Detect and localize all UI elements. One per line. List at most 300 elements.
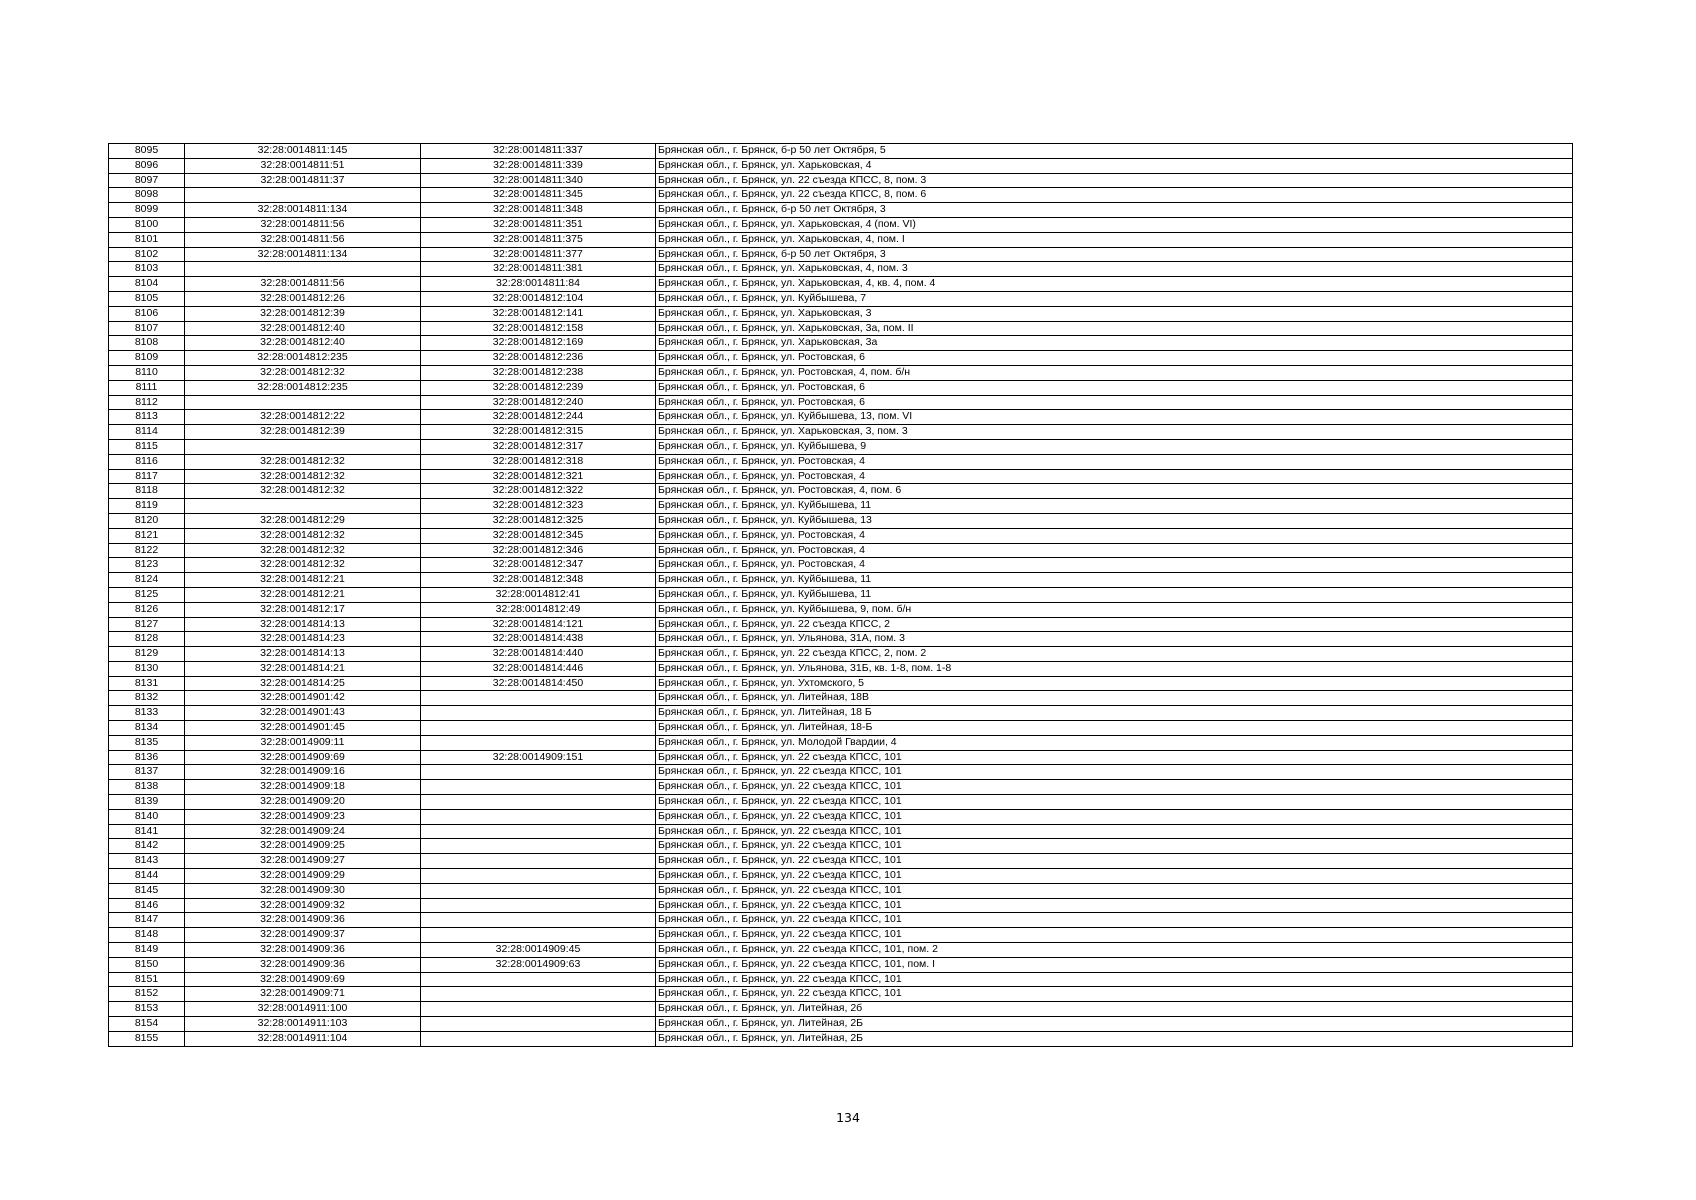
cadastral-number-cell [421,735,656,750]
row-number-cell: 8154 [109,1017,185,1032]
address-cell: Брянская обл., г. Брянск, ул. 22 съезда КПСС, 101, пом. 2 [656,943,1573,958]
cadastral-number-cell [421,839,656,854]
cadastral-number-cell: 32:28:0014814:438 [421,632,656,647]
address-cell: Брянская обл., г. Брянск, ул. 22 съезда КПСС, 101 [656,928,1573,943]
parent-cadastral-number-cell: 32:28:0014811:134 [185,203,421,218]
parent-cadastral-number-cell: 32:28:0014811:134 [185,247,421,262]
address-cell: Брянская обл., г. Брянск, ул. Ростовская, 6 [656,351,1573,366]
row-number-cell: 8101 [109,232,185,247]
row-number-cell: 8110 [109,365,185,380]
parent-cadastral-number-cell: 32:28:0014909:20 [185,795,421,810]
row-number-cell: 8146 [109,898,185,913]
row-number-cell: 8152 [109,987,185,1002]
parent-cadastral-number-cell [185,262,421,277]
row-number-cell: 8120 [109,513,185,528]
address-cell: Брянская обл., г. Брянск, ул. Харьковская, 4 [656,158,1573,173]
row-number-cell: 8133 [109,706,185,721]
table-row [109,795,1573,810]
parent-cadastral-number-cell: 32:28:0014909:32 [185,898,421,913]
address-cell: Брянская обл., г. Брянск, ул. 22 съезда КПСС, 101 [656,987,1573,1002]
table-row [109,1031,1573,1046]
table-row [109,883,1573,898]
property-register-table [108,143,1573,1047]
parent-cadastral-number-cell: 32:28:0014811:56 [185,232,421,247]
address-cell: Брянская обл., г. Брянск, ул. Ростовская, 4 [656,469,1573,484]
parent-cadastral-number-cell: 32:28:0014909:27 [185,854,421,869]
row-number-cell: 8124 [109,573,185,588]
cadastral-number-cell [421,972,656,987]
cadastral-number-cell: 32:28:0014811:348 [421,203,656,218]
address-cell: Брянская обл., г. Брянск, ул. Куйбышева, 11 [656,587,1573,602]
address-cell: Брянская обл., г. Брянск, ул. Ростовская, 4, пом. б/н [656,365,1573,380]
address-cell: Брянская обл., г. Брянск, ул. Молодой Гвардии, 4 [656,735,1573,750]
row-number-cell: 8144 [109,869,185,884]
cadastral-number-cell [421,691,656,706]
parent-cadastral-number-cell: 32:28:0014812:40 [185,321,421,336]
address-cell: Брянская обл., г. Брянск, ул. Ульянова, 31А, пом. 3 [656,632,1573,647]
cadastral-number-cell [421,824,656,839]
table-row [109,499,1573,514]
row-number-cell: 8121 [109,528,185,543]
table-row [109,203,1573,218]
table-row [109,262,1573,277]
address-cell: Брянская обл., г. Брянск, ул. Ростовская, 6 [656,395,1573,410]
cadastral-number-cell: 32:28:0014814:121 [421,617,656,632]
table-row [109,676,1573,691]
row-number-cell: 8150 [109,957,185,972]
row-number-cell: 8115 [109,439,185,454]
parent-cadastral-number-cell [185,439,421,454]
address-cell: Брянская обл., г. Брянск, б-р 50 лет Октября, 5 [656,144,1573,159]
table-row [109,543,1573,558]
table-row [109,750,1573,765]
table-row [109,987,1573,1002]
table-row [109,957,1573,972]
address-cell: Брянская обл., г. Брянск, ул. Харьковская, 4 (пом. VI) [656,217,1573,232]
address-cell: Брянская обл., г. Брянск, ул. Куйбышева, 9, пом. б/н [656,602,1573,617]
cadastral-number-cell: 32:28:0014814:446 [421,661,656,676]
address-cell: Брянская обл., г. Брянск, ул. Ульянова, 31Б, кв. 1-8, пом. 1-8 [656,661,1573,676]
cadastral-number-cell: 32:28:0014812:238 [421,365,656,380]
table-body [109,144,1573,1047]
table-row [109,395,1573,410]
row-number-cell: 8147 [109,913,185,928]
cadastral-number-cell: 32:28:0014812:244 [421,410,656,425]
cadastral-number-cell: 32:28:0014812:169 [421,336,656,351]
table-row [109,809,1573,824]
address-cell: Брянская обл., г. Брянск, ул. 22 съезда КПСС, 2 [656,617,1573,632]
table-row [109,173,1573,188]
cadastral-number-cell: 32:28:0014811:381 [421,262,656,277]
row-number-cell: 8140 [109,809,185,824]
cadastral-number-cell: 32:28:0014811:84 [421,277,656,292]
row-number-cell: 8145 [109,883,185,898]
parent-cadastral-number-cell: 32:28:0014814:13 [185,617,421,632]
address-cell: Брянская обл., г. Брянск, ул. Литейная, 2б [656,1002,1573,1017]
cadastral-number-cell [421,854,656,869]
table-row [109,469,1573,484]
address-cell: Брянская обл., г. Брянск, ул. 22 съезда КПСС, 101 [656,883,1573,898]
address-cell: Брянская обл., г. Брянск, ул. 22 съезда КПСС, 8, пом. 3 [656,173,1573,188]
cadastral-number-cell: 32:28:0014812:49 [421,602,656,617]
table-row [109,573,1573,588]
row-number-cell: 8129 [109,647,185,662]
parent-cadastral-number-cell: 32:28:0014909:36 [185,943,421,958]
cadastral-number-cell: 32:28:0014812:239 [421,380,656,395]
address-cell: Брянская обл., г. Брянск, ул. 22 съезда КПСС, 101 [656,795,1573,810]
table-row [109,410,1573,425]
table-row [109,277,1573,292]
address-cell: Брянская обл., г. Брянск, ул. Ростовская, 4 [656,543,1573,558]
address-cell: Брянская обл., г. Брянск, ул. 22 съезда КПСС, 101 [656,913,1573,928]
table-row [109,558,1573,573]
cadastral-number-cell [421,809,656,824]
parent-cadastral-number-cell: 32:28:0014812:235 [185,380,421,395]
address-cell: Брянская обл., г. Брянск, ул. 22 съезда КПСС, 2, пом. 2 [656,647,1573,662]
address-cell: Брянская обл., г. Брянск, ул. 22 съезда КПСС, 8, пом. 6 [656,188,1573,203]
table-row [109,144,1573,159]
table-row [109,365,1573,380]
row-number-cell: 8122 [109,543,185,558]
table-row [109,913,1573,928]
parent-cadastral-number-cell: 32:28:0014901:42 [185,691,421,706]
parent-cadastral-number-cell: 32:28:0014812:21 [185,573,421,588]
table-row [109,928,1573,943]
table-row [109,854,1573,869]
row-number-cell: 8132 [109,691,185,706]
table-row [109,321,1573,336]
address-cell: Брянская обл., г. Брянск, ул. Ростовская, 6 [656,380,1573,395]
cadastral-number-cell: 32:28:0014812:317 [421,439,656,454]
cadastral-number-cell: 32:28:0014812:236 [421,351,656,366]
table-row [109,602,1573,617]
table-row [109,943,1573,958]
parent-cadastral-number-cell: 32:28:0014812:32 [185,484,421,499]
row-number-cell: 8117 [109,469,185,484]
address-cell: Брянская обл., г. Брянск, ул. 22 съезда КПСС, 101 [656,839,1573,854]
table-row [109,513,1573,528]
row-number-cell: 8112 [109,395,185,410]
table-row [109,706,1573,721]
row-number-cell: 8111 [109,380,185,395]
table-row [109,247,1573,262]
address-cell: Брянская обл., г. Брянск, ул. 22 съезда КПСС, 101 [656,854,1573,869]
address-cell: Брянская обл., г. Брянск, б-р 50 лет Октября, 3 [656,247,1573,262]
cadastral-number-cell: 32:28:0014811:377 [421,247,656,262]
address-cell: Брянская обл., г. Брянск, ул. Харьковская, 3а [656,336,1573,351]
parent-cadastral-number-cell: 32:28:0014812:39 [185,425,421,440]
row-number-cell: 8136 [109,750,185,765]
table-row [109,972,1573,987]
parent-cadastral-number-cell: 32:28:0014812:26 [185,291,421,306]
row-number-cell: 8098 [109,188,185,203]
cadastral-number-cell: 32:28:0014811:340 [421,173,656,188]
table-row [109,528,1573,543]
table-row [109,617,1573,632]
cadastral-number-cell: 32:28:0014811:351 [421,217,656,232]
cadastral-number-cell [421,765,656,780]
cadastral-number-cell [421,869,656,884]
row-number-cell: 8118 [109,484,185,499]
table-row [109,1002,1573,1017]
address-cell: Брянская обл., г. Брянск, ул. Литейная, 18 Б [656,706,1573,721]
cadastral-number-cell [421,795,656,810]
parent-cadastral-number-cell: 32:28:0014911:104 [185,1031,421,1046]
parent-cadastral-number-cell: 32:28:0014811:145 [185,144,421,159]
address-cell: Брянская обл., г. Брянск, ул. Харьковская, 3, пом. 3 [656,425,1573,440]
parent-cadastral-number-cell: 32:28:0014909:30 [185,883,421,898]
row-number-cell: 8119 [109,499,185,514]
row-number-cell: 8103 [109,262,185,277]
parent-cadastral-number-cell: 32:28:0014812:32 [185,558,421,573]
parent-cadastral-number-cell: 32:28:0014909:69 [185,972,421,987]
parent-cadastral-number-cell: 32:28:0014814:25 [185,676,421,691]
row-number-cell: 8097 [109,173,185,188]
parent-cadastral-number-cell: 32:28:0014811:51 [185,158,421,173]
cadastral-number-cell: 32:28:0014814:450 [421,676,656,691]
cadastral-number-cell [421,706,656,721]
address-cell: Брянская обл., г. Брянск, ул. 22 съезда КПСС, 101 [656,972,1573,987]
parent-cadastral-number-cell: 32:28:0014909:11 [185,735,421,750]
address-cell: Брянская обл., г. Брянск, ул. Харьковская, 4, пом. I [656,232,1573,247]
row-number-cell: 8130 [109,661,185,676]
row-number-cell: 8116 [109,454,185,469]
parent-cadastral-number-cell: 32:28:0014812:29 [185,513,421,528]
cadastral-number-cell: 32:28:0014812:41 [421,587,656,602]
cadastral-number-cell [421,913,656,928]
table-row [109,721,1573,736]
cadastral-number-cell [421,780,656,795]
address-cell: Брянская обл., г. Брянск, ул. 22 съезда КПСС, 101, пом. I [656,957,1573,972]
address-cell: Брянская обл., г. Брянск, ул. 22 съезда КПСС, 101 [656,824,1573,839]
cadastral-number-cell: 32:28:0014814:440 [421,647,656,662]
cadastral-number-cell: 32:28:0014812:240 [421,395,656,410]
address-cell: Брянская обл., г. Брянск, ул. Куйбышева, 11 [656,573,1573,588]
cadastral-number-cell: 32:28:0014812:348 [421,573,656,588]
table-row [109,735,1573,750]
parent-cadastral-number-cell: 32:28:0014909:23 [185,809,421,824]
address-cell: Брянская обл., г. Брянск, ул. Ростовская, 4 [656,454,1573,469]
table-row [109,839,1573,854]
address-cell: Брянская обл., г. Брянск, ул. Куйбышева, 13, пом. VI [656,410,1573,425]
row-number-cell: 8102 [109,247,185,262]
cadastral-number-cell: 32:28:0014811:345 [421,188,656,203]
parent-cadastral-number-cell: 32:28:0014811:56 [185,217,421,232]
parent-cadastral-number-cell: 32:28:0014812:32 [185,365,421,380]
cadastral-number-cell [421,883,656,898]
address-cell: Брянская обл., г. Брянск, ул. 22 съезда КПСС, 101 [656,869,1573,884]
row-number-cell: 8138 [109,780,185,795]
cadastral-number-cell [421,898,656,913]
parent-cadastral-number-cell: 32:28:0014812:22 [185,410,421,425]
cadastral-number-cell: 32:28:0014811:339 [421,158,656,173]
parent-cadastral-number-cell: 32:28:0014812:32 [185,469,421,484]
parent-cadastral-number-cell: 32:28:0014814:13 [185,647,421,662]
table-row [109,780,1573,795]
row-number-cell: 8149 [109,943,185,958]
parent-cadastral-number-cell [185,395,421,410]
parent-cadastral-number-cell: 32:28:0014909:16 [185,765,421,780]
cadastral-number-cell [421,721,656,736]
row-number-cell: 8126 [109,602,185,617]
row-number-cell: 8109 [109,351,185,366]
row-number-cell: 8141 [109,824,185,839]
parent-cadastral-number-cell: 32:28:0014812:17 [185,602,421,617]
address-cell: Брянская обл., г. Брянск, ул. Харьковская, 4, кв. 4, пом. 4 [656,277,1573,292]
cadastral-number-cell [421,1002,656,1017]
cadastral-number-cell: 32:28:0014812:322 [421,484,656,499]
row-number-cell: 8107 [109,321,185,336]
address-cell: Брянская обл., г. Брянск, ул. Куйбышева, 11 [656,499,1573,514]
row-number-cell: 8096 [109,158,185,173]
address-cell: Брянская обл., г. Брянск, ул. Харьковская, 3 [656,306,1573,321]
address-cell: Брянская обл., г. Брянск, ул. Литейная, 2Б [656,1017,1573,1032]
row-number-cell: 8151 [109,972,185,987]
parent-cadastral-number-cell: 32:28:0014909:37 [185,928,421,943]
cadastral-number-cell: 32:28:0014812:141 [421,306,656,321]
table-row [109,291,1573,306]
row-number-cell: 8125 [109,587,185,602]
address-cell: Брянская обл., г. Брянск, ул. Литейная, 18В [656,691,1573,706]
cadastral-number-cell: 32:28:0014811:337 [421,144,656,159]
address-cell: Брянская обл., г. Брянск, ул. Куйбышева, 7 [656,291,1573,306]
table-row [109,691,1573,706]
address-cell: Брянская обл., г. Брянск, ул. 22 съезда КПСС, 101 [656,750,1573,765]
cadastral-number-cell: 32:28:0014811:375 [421,232,656,247]
table-row [109,824,1573,839]
address-cell: Брянская обл., г. Брянск, б-р 50 лет Октября, 3 [656,203,1573,218]
table-row [109,380,1573,395]
row-number-cell: 8148 [109,928,185,943]
address-cell: Брянская обл., г. Брянск, ул. Ростовская, 4, пом. 6 [656,484,1573,499]
parent-cadastral-number-cell: 32:28:0014909:24 [185,824,421,839]
address-cell: Брянская обл., г. Брянск, ул. Харьковская, 4, пом. 3 [656,262,1573,277]
row-number-cell: 8131 [109,676,185,691]
row-number-cell: 8105 [109,291,185,306]
cadastral-number-cell: 32:28:0014812:321 [421,469,656,484]
address-cell: Брянская обл., г. Брянск, ул. Ростовская, 4 [656,558,1573,573]
parent-cadastral-number-cell: 32:28:0014814:23 [185,632,421,647]
parent-cadastral-number-cell: 32:28:0014909:18 [185,780,421,795]
row-number-cell: 8095 [109,144,185,159]
address-cell: Брянская обл., г. Брянск, ул. 22 съезда КПСС, 101 [656,765,1573,780]
parent-cadastral-number-cell: 32:28:0014811:56 [185,277,421,292]
parent-cadastral-number-cell: 32:28:0014911:103 [185,1017,421,1032]
address-cell: Брянская обл., г. Брянск, ул. Литейная, 18-Б [656,721,1573,736]
parent-cadastral-number-cell: 32:28:0014814:21 [185,661,421,676]
row-number-cell: 8114 [109,425,185,440]
parent-cadastral-number-cell: 32:28:0014909:25 [185,839,421,854]
row-number-cell: 8108 [109,336,185,351]
row-number-cell: 8153 [109,1002,185,1017]
parent-cadastral-number-cell: 32:28:0014909:69 [185,750,421,765]
row-number-cell: 8100 [109,217,185,232]
table-row [109,587,1573,602]
cadastral-number-cell: 32:28:0014812:346 [421,543,656,558]
cadastral-number-cell: 32:28:0014812:347 [421,558,656,573]
table-row [109,632,1573,647]
parent-cadastral-number-cell: 32:28:0014812:40 [185,336,421,351]
table-row [109,1017,1573,1032]
cadastral-number-cell: 32:28:0014812:315 [421,425,656,440]
table-row [109,765,1573,780]
row-number-cell: 8137 [109,765,185,780]
table-row [109,647,1573,662]
parent-cadastral-number-cell: 32:28:0014909:71 [185,987,421,1002]
row-number-cell: 8127 [109,617,185,632]
parent-cadastral-number-cell: 32:28:0014911:100 [185,1002,421,1017]
row-number-cell: 8104 [109,277,185,292]
address-cell: Брянская обл., г. Брянск, ул. Литейная, 2Б [656,1031,1573,1046]
parent-cadastral-number-cell: 32:28:0014909:36 [185,957,421,972]
parent-cadastral-number-cell: 32:28:0014812:235 [185,351,421,366]
address-cell: Брянская обл., г. Брянск, ул. Куйбышева, 13 [656,513,1573,528]
table-row [109,306,1573,321]
address-cell: Брянская обл., г. Брянск, ул. Харьковская, 3а, пом. II [656,321,1573,336]
row-number-cell: 8128 [109,632,185,647]
parent-cadastral-number-cell: 32:28:0014909:36 [185,913,421,928]
table-row [109,439,1573,454]
parent-cadastral-number-cell: 32:28:0014812:32 [185,454,421,469]
row-number-cell: 8123 [109,558,185,573]
table-row [109,484,1573,499]
parent-cadastral-number-cell: 32:28:0014812:32 [185,543,421,558]
table-row [109,232,1573,247]
table-row [109,898,1573,913]
table-row [109,661,1573,676]
cadastral-number-cell: 32:28:0014812:323 [421,499,656,514]
parent-cadastral-number-cell: 32:28:0014901:43 [185,706,421,721]
table-row [109,425,1573,440]
address-cell: Брянская обл., г. Брянск, ул. Куйбышева, 9 [656,439,1573,454]
address-cell: Брянская обл., г. Брянск, ул. 22 съезда КПСС, 101 [656,780,1573,795]
row-number-cell: 8113 [109,410,185,425]
table-row [109,336,1573,351]
row-number-cell: 8142 [109,839,185,854]
parent-cadastral-number-cell: 32:28:0014812:32 [185,528,421,543]
parent-cadastral-number-cell: 32:28:0014811:37 [185,173,421,188]
table-row [109,454,1573,469]
row-number-cell: 8099 [109,203,185,218]
cadastral-number-cell: 32:28:0014812:318 [421,454,656,469]
cadastral-number-cell [421,928,656,943]
cadastral-number-cell: 32:28:0014812:325 [421,513,656,528]
page-number: 134 [836,1110,860,1125]
parent-cadastral-number-cell [185,499,421,514]
cadastral-number-cell: 32:28:0014812:345 [421,528,656,543]
cadastral-number-cell: 32:28:0014909:151 [421,750,656,765]
table-row [109,217,1573,232]
cadastral-number-cell: 32:28:0014909:63 [421,957,656,972]
table-row [109,869,1573,884]
row-number-cell: 8106 [109,306,185,321]
address-cell: Брянская обл., г. Брянск, ул. Ростовская, 4 [656,528,1573,543]
address-cell: Брянская обл., г. Брянск, ул. 22 съезда КПСС, 101 [656,898,1573,913]
parent-cadastral-number-cell: 32:28:0014901:45 [185,721,421,736]
cadastral-number-cell [421,1031,656,1046]
parent-cadastral-number-cell: 32:28:0014812:39 [185,306,421,321]
cadastral-number-cell [421,1017,656,1032]
row-number-cell: 8134 [109,721,185,736]
cadastral-number-cell: 32:28:0014812:104 [421,291,656,306]
row-number-cell: 8155 [109,1031,185,1046]
parent-cadastral-number-cell [185,188,421,203]
cadastral-number-cell: 32:28:0014812:158 [421,321,656,336]
table-row [109,351,1573,366]
cadastral-number-cell: 32:28:0014909:45 [421,943,656,958]
table-row [109,158,1573,173]
address-cell: Брянская обл., г. Брянск, ул. 22 съезда КПСС, 101 [656,809,1573,824]
